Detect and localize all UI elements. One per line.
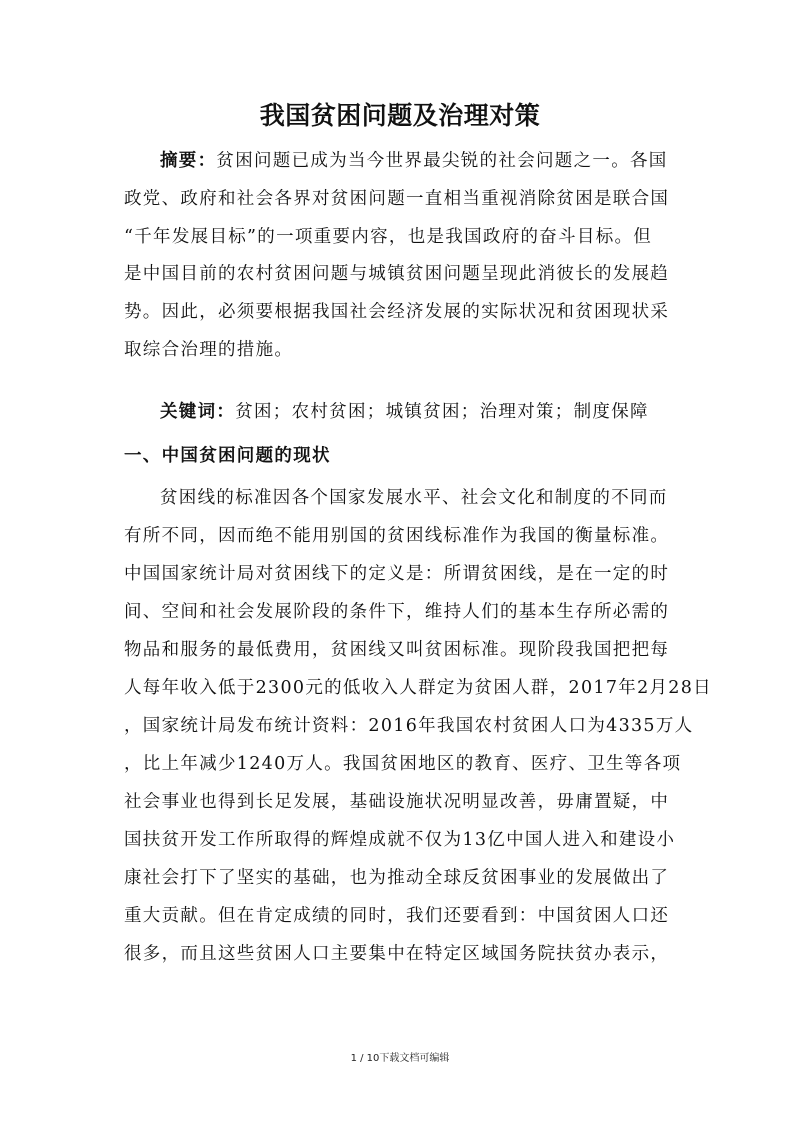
abstract-line: 政党、政府和社会各界对贫困问题一直相当重视消除贫困是联合国 bbox=[124, 189, 670, 209]
body-line: 人每年收入低于2300元的低收入人群定为贫困人群，2017年2月28日 bbox=[124, 678, 712, 698]
body-line: ，比上年减少1240万人。我国贫困地区的教育、医疗、卫生等各项 bbox=[124, 754, 682, 774]
keywords-line bbox=[160, 400, 720, 424]
abstract-line: 是中国目前的农村贫困问题与城镇贫困问题呈现此消彼长的发展趋 bbox=[124, 264, 670, 284]
body-line: 中国国家统计局对贫困线下的定义是：所谓贫困线，是在一定的时 bbox=[124, 564, 670, 584]
abstract-label: 摘要： bbox=[160, 151, 217, 171]
body-line: 康社会打下了坚实的基础，也为推动全球反贫困事业的发展做出了 bbox=[124, 868, 670, 888]
abstract-line bbox=[160, 149, 720, 173]
abstract-line: 取综合治理的措施。 bbox=[124, 340, 294, 360]
body-line: 很多，而且这些贫困人口主要集中在特定区域国务院扶贫办表示， bbox=[124, 944, 670, 964]
page-footer: 1 / 10下载文档可编辑 bbox=[350, 1053, 450, 1064]
body-line: 物品和服务的最低费用，贫困线又叫贫困标准。现阶段我国把把每 bbox=[124, 640, 670, 660]
body-line: 社会事业也得到长足发展，基础设施状况明显改善，毋庸置疑，中 bbox=[124, 792, 670, 812]
abstract-text: 贫困问题已成为当今世界最尖锐的社会问题之一。各国 bbox=[216, 151, 668, 171]
body-line: 贫困线的标准因各个国家发展水平、社会文化和制度的不同而 bbox=[160, 488, 668, 508]
abstract-line: 势。因此，必须要根据我国社会经济发展的实际状况和贫困现状采 bbox=[124, 302, 670, 322]
abstract-line: “千年发展目标”的一项重要内容，也是我国政府的奋斗目标。但 bbox=[124, 227, 653, 247]
body-line: 有所不同，因而绝不能用别国的贫困线标准作为我国的衡量标准。 bbox=[124, 526, 670, 546]
body-line: ，国家统计局发布统计资料：2016年我国农村贫困人口为4335万人 bbox=[124, 716, 694, 736]
document-title: 我国贫困问题及治理对策 bbox=[259, 101, 541, 130]
keywords-text: 贫困；农村贫困；城镇贫困；治理对策；制度保障 bbox=[235, 402, 649, 422]
body-line: 间、空间和社会发展阶段的条件下，维持人们的基本生存所必需的 bbox=[124, 602, 670, 622]
body-line: 国扶贫开发工作所取得的辉煌成就不仅为13亿中国人进入和建设小 bbox=[124, 830, 676, 850]
keywords-label: 关键词： bbox=[160, 402, 236, 422]
section-heading: 一、中国贫困问题的现状 bbox=[124, 446, 331, 466]
body-line: 重大贡献。但在肯定成绩的同时，我们还要看到：中国贫困人口还 bbox=[124, 906, 670, 926]
